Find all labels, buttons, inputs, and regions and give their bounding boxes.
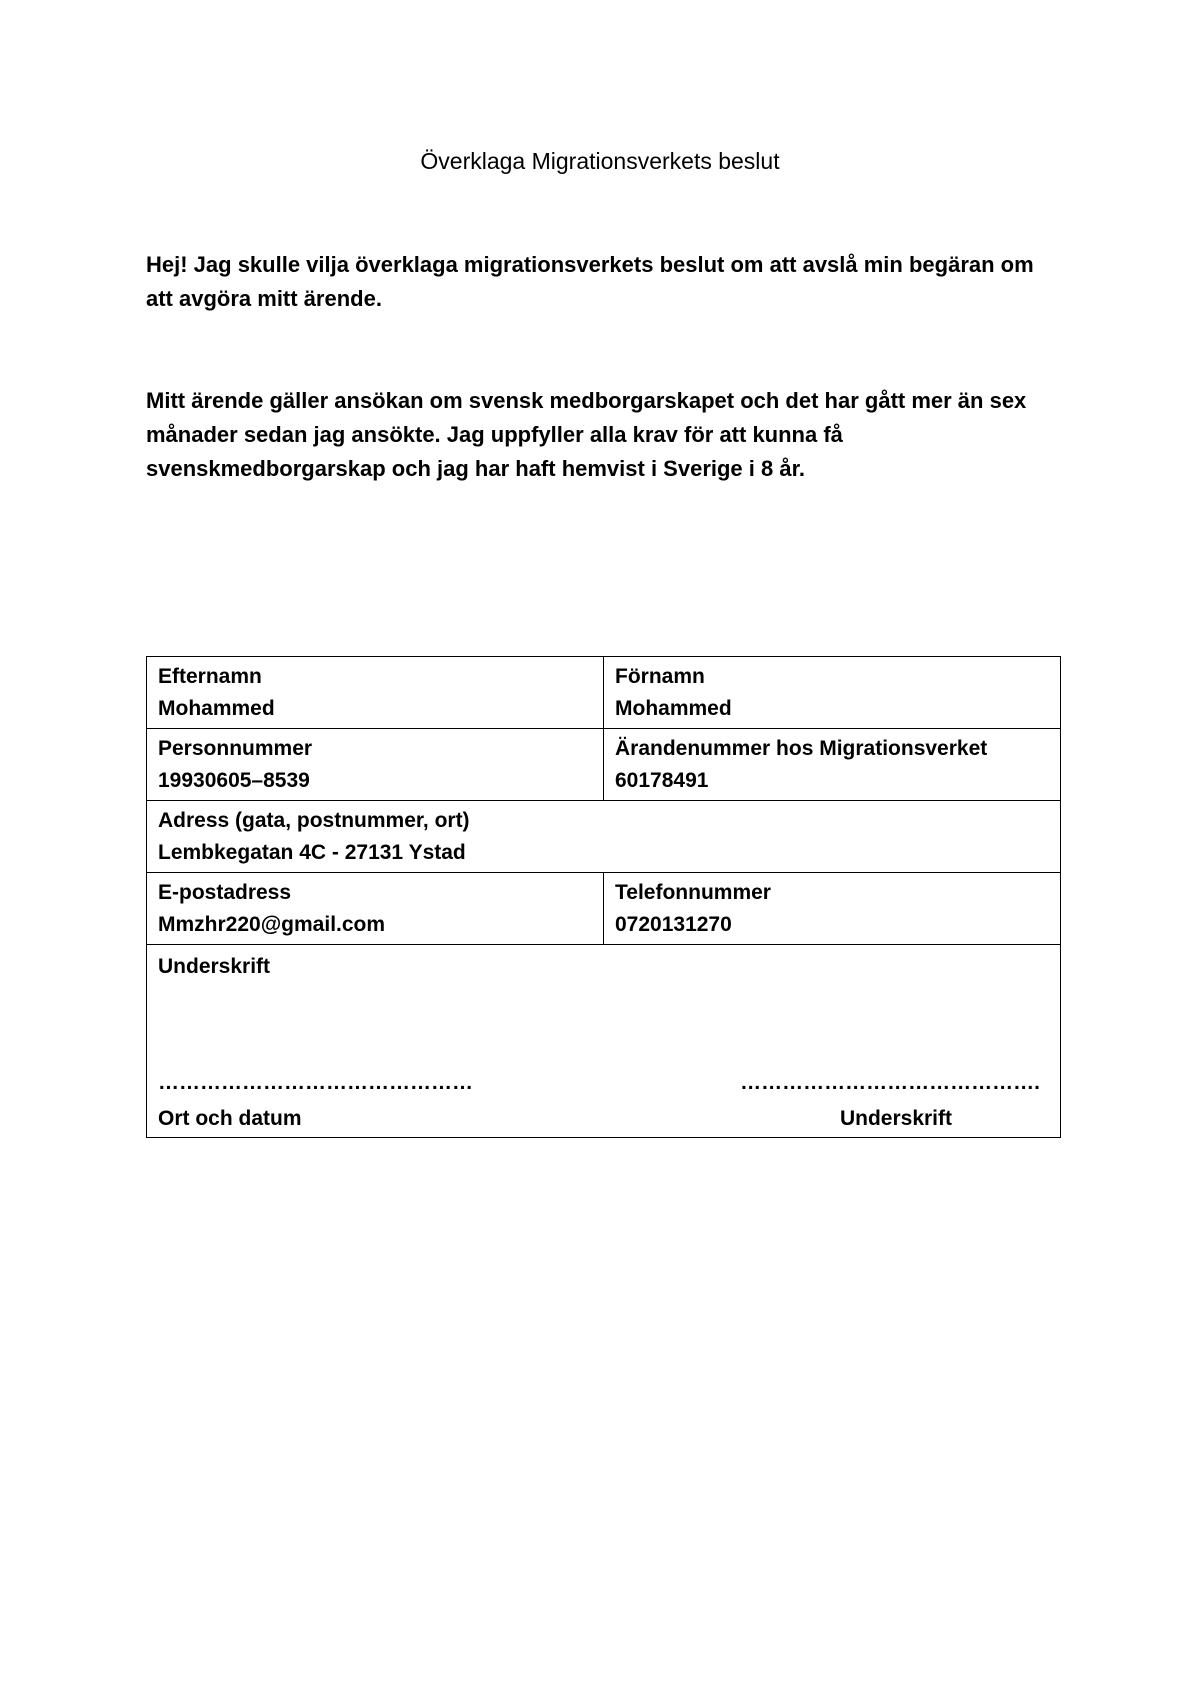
phone-cell [604,873,1061,945]
case-paragraph [146,384,1066,486]
address-label: Adress (gata, postnummer, ort) [158,809,470,832]
contact-row [147,873,1061,945]
email-cell [147,873,604,945]
first-name-label: Förnamn [615,665,705,688]
signature-line: ……………………………………. [740,1071,1040,1094]
intro-paragraph-text: Hej! Jag skulle vilja överklaga migrationsverkets beslut om att avslå min begäran om att avgöra mitt ärende. [146,252,1034,311]
personal-number-value: 19930605–8539 [158,769,310,792]
case-paragraph-text: Mitt ärende gäller ansökan om svensk medborgarskapet och det har gått mer än sex månader sedan jag ansökte. Jag uppfyller alla krav för att kunna få svenskmedborgarskap och jag har haft hemvist i Sverige i 8 år. [146,388,1027,481]
phone-value: 0720131270 [615,913,732,936]
place-date-caption: Ort och datum [158,1107,302,1130]
phone-label: Telefonnummer [615,881,771,904]
case-number-cell [604,729,1061,801]
personal-number-cell [147,729,604,801]
address-row [147,801,1061,873]
signature-label: Underskrift [158,955,271,978]
case-number-value: 60178491 [615,769,709,792]
signature-caption: Underskrift [839,1107,952,1130]
applicant-form-table [146,656,1061,1138]
surname-cell [147,657,604,729]
surname-value: Mohammed [158,697,275,720]
email-value: Mmzhr220@gmail.com [158,913,386,936]
id-row [147,729,1061,801]
document-title: Överklaga Migrationsverkets beslut [420,148,780,174]
place-date-line: ……………………………………… [158,1071,473,1094]
signature-row [147,945,1061,1138]
signature-cell [147,945,1061,1138]
intro-paragraph [146,248,1066,316]
surname-label: Efternamn [158,665,262,688]
first-name-cell [604,657,1061,729]
email-label: E-postadress [158,881,292,904]
address-cell [147,801,1061,873]
first-name-value: Mohammed [615,697,732,720]
case-number-label: Ärandenummer hos Migrationsverket [615,737,988,760]
name-row [147,657,1061,729]
address-value: Lembkegatan 4C - 27131 Ystad [158,841,466,864]
personal-number-label: Personnummer [158,737,313,760]
